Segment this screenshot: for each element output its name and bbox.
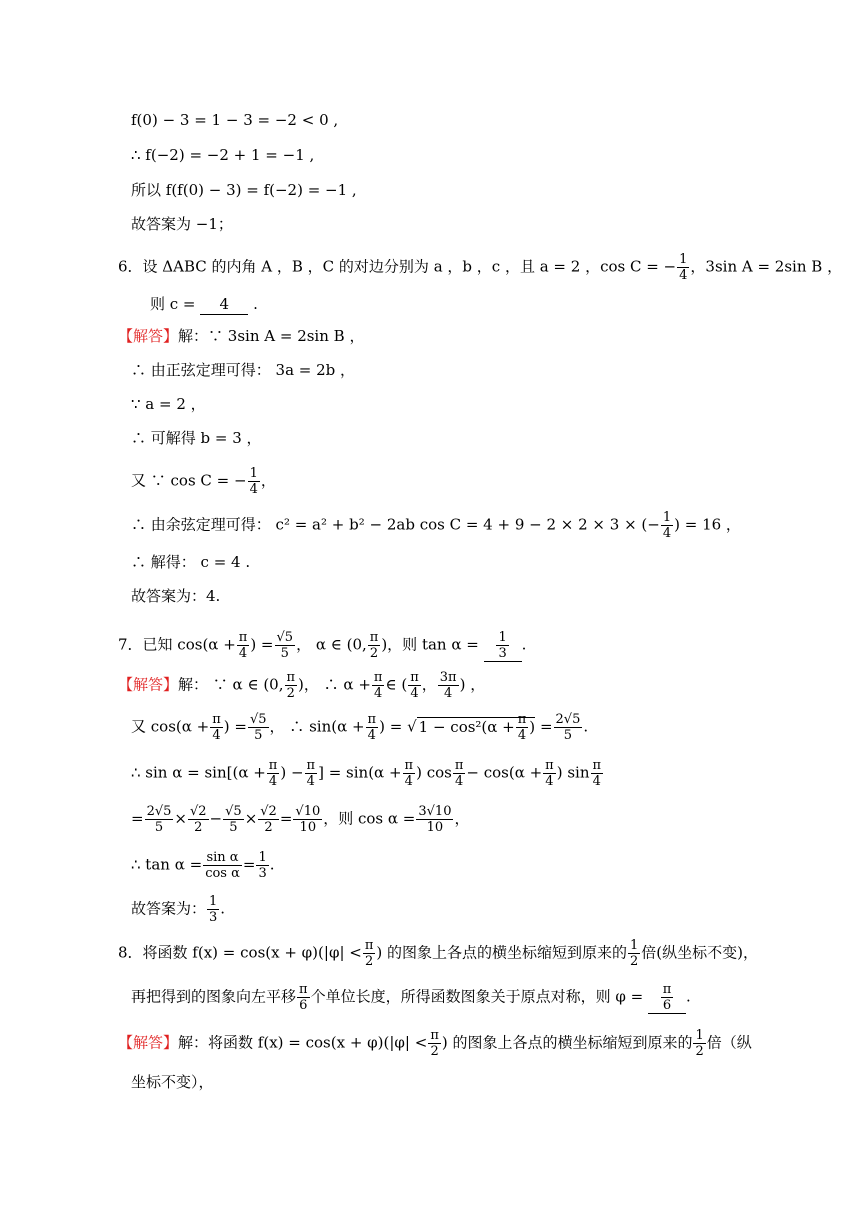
line-f-neg2: ∴ f(−2) = −2 + 1 = −1 , [131, 146, 315, 164]
fraction: $\frac{\pi}{4}$ [373, 670, 383, 701]
solution-6-step2: ∴ 由正弦定理可得： 3a = 2b ， [131, 361, 356, 379]
answer-blank: $\frac{\pi}{6}$ [648, 982, 686, 1014]
solution-6-step6: ∴ 由余弦定理可得： c² = a² + b² − 2ab cos C = 4 + 9 − 2 × 2 × 3 × (− $\frac{1}{4}$ ) = 16 ， [131, 510, 741, 541]
solution-label: 【解答】 [118, 327, 179, 345]
fraction: $\frac{1}{4}$ [679, 252, 688, 283]
fraction: $\frac{\pi}{2}$ [286, 670, 296, 701]
fraction: $\frac{3\pi}{4}$ [439, 670, 457, 701]
solution-label: 【解答】 [118, 1033, 179, 1052]
fraction: $\frac{\pi}{2}$ [369, 630, 379, 661]
line-ffo: 所以 f(f(0) − 3) = f(−2) = −1 , [131, 181, 357, 199]
question-8-line1: 8．将函数 f(x) = cos(x + φ)(|φ| < $\frac{\pi}{2}$ ) 的图象上各点的横坐标缩短到原来的 $\frac{1}{2}$ 倍(纵坐标不变)， [118, 938, 759, 969]
fraction: $\frac{\pi}{2}$ [430, 1028, 439, 1059]
sqrt-expression: 1 − cos²(α + $\frac{\pi}{4}$ ) [418, 712, 536, 743]
solution-label: 【解答】 [118, 675, 179, 694]
fraction: $\frac{\pi}{2}$ [364, 938, 374, 969]
fraction: $\frac{1}{3}$ [258, 850, 267, 881]
fraction: $\frac{√5}{5}$ [249, 712, 267, 743]
line-f0: f(0) − 3 = 1 − 3 = −2 < 0 , [131, 111, 339, 129]
fraction: $\frac{\pi}{4}$ [367, 712, 377, 743]
answer-blank: 4 [200, 294, 248, 315]
fraction: $\frac{\pi}{4}$ [306, 758, 316, 789]
line-answer-5: 故答案为 −1； [131, 215, 233, 233]
solution-6-answer: 故答案为：4. [131, 587, 221, 605]
fraction: $\frac{√2}{2}$ [260, 804, 277, 835]
question-8-line2: 再把得到的图象向左平移 $\frac{\pi}{6}$ 个单位长度，所得函数图象关于原点对称，则 φ = $\frac{\pi}{6}$ . [131, 982, 691, 1013]
fraction: $\frac{\pi}{4}$ [212, 712, 221, 743]
solution-7-step3: ∴ sin α = sin[(α + $\frac{\pi}{4}$ ) − $\frac{\pi}{4}$ ] = sin(α + $\frac{\pi}{4}$ ) cos $\frac{\pi}{4}$ − cos(α + $\frac{\pi}{4}$ ) sin $\frac{\pi}{4}$ [131, 758, 602, 789]
solution-7-step5: ∴ tan α = $\frac{\text{sin α}}{\text{cos α}}$ = $\frac{1}{3}$ . [131, 850, 275, 881]
fraction: $\frac{\pi}{4}$ [410, 670, 419, 701]
solution-8-step2: 坐标不变）， [131, 1073, 214, 1091]
solution-7-step1: 【解答】解： ∵ α ∈ (0, $\frac{\pi}{2}$ )， ∴ α + $\frac{\pi}{4}$ ∈ ( $\frac{\pi}{4}$ ， $\frac{3\pi}{4}$ ) ， [118, 670, 486, 701]
solution-6-step7: ∴ 解得： c = 4 . [131, 553, 251, 571]
question-6 [118, 252, 842, 283]
solution-6-step1: 【解答】解：∵ 3sin A = 2sin B ， [118, 327, 365, 345]
fraction: $\frac{\pi}{4}$ [454, 758, 464, 789]
fraction: $\frac{\pi}{6}$ [299, 982, 308, 1013]
question-7: 7．已知 cos(α + $\frac{\pi}{4}$ ) = $\frac{√5}{5}$ ， α ∈ (0, $\frac{\pi}{2}$ )，则 tan α = $\frac{1}{3}$ . [118, 630, 527, 661]
solution-7-answer: 故答案为： $\frac{1}{3}$ . [131, 894, 226, 925]
fraction: $\frac{\text{sin α}}{\text{cos α}}$ [205, 850, 240, 881]
answer-blank: $\frac{1}{3}$ [484, 630, 522, 662]
fraction: $\frac{\pi}{4}$ [517, 712, 527, 743]
fraction: $\frac{1}{2}$ [695, 1028, 704, 1059]
solution-8-step1: 【解答】解：将函数 f(x) = cos(x + φ)(|φ| < $\frac{\pi}{2}$ ) 的图象上各点的横坐标缩短到原来的 $\frac{1}{2}$ 倍（纵 [118, 1028, 752, 1059]
fraction: $\frac{\pi}{4}$ [268, 758, 278, 789]
fraction: $\frac{3√10}{10}$ [418, 804, 452, 835]
fraction: $\frac{2√5}{5}$ [555, 712, 581, 743]
solution-6-step3: ∵ a = 2 ， [131, 395, 206, 413]
fraction: $\frac{\pi}{4}$ [545, 758, 554, 789]
question-6-blank-line: 则 c = 4 . [150, 295, 258, 313]
fraction: $\frac{1}{3}$ [209, 894, 218, 925]
fraction: $\frac{√10}{10}$ [295, 804, 321, 835]
fraction: $\frac{\pi}{4}$ [592, 758, 602, 789]
fraction: $\frac{\pi}{4}$ [404, 758, 414, 789]
fraction: $\frac{1}{2}$ [630, 938, 639, 969]
fraction: $\frac{√5}{5}$ [225, 804, 242, 835]
fraction: $\frac{\pi}{4}$ [238, 630, 248, 661]
fraction: $\frac{2√5}{5}$ [146, 804, 172, 835]
solution-7-step2: 又 cos(α + $\frac{\pi}{4}$ ) = $\frac{√5}{5}$ ， ∴ sin(α + $\frac{\pi}{4}$ ) = √ 1 − cos²(α + $\frac{\pi}{4}$ ) = $\frac{2√5}{5}$ . [131, 712, 589, 743]
fraction: $\frac{√5}{5}$ [276, 630, 294, 661]
solution-6-step4: ∴ 可解得 b = 3 ， [131, 429, 262, 447]
q6-text: 6．设 ΔABC 的内角 A ，B ，C 的对边分别为 a ，b ，c ，且 a = 2 ，cos C = − [118, 257, 677, 276]
fraction: $\frac{1}{4}$ [662, 510, 672, 541]
solution-6-step5: 又 ∵ cos C = − $\frac{1}{4}$ ， [131, 466, 276, 497]
solution-7-step4: = $\frac{2√5}{5}$ × $\frac{√2}{2}$ − $\frac{√5}{5}$ × $\frac{√2}{2}$ = $\frac{√10}{10}$ ，则 cos α = $\frac{3√10}{10}$ ， [131, 804, 470, 835]
q6-text-2: ，3sin A = 2sin B ， [690, 257, 843, 276]
fraction: $\frac{1}{4}$ [249, 466, 258, 497]
fraction: $\frac{√2}{2}$ [189, 804, 207, 835]
